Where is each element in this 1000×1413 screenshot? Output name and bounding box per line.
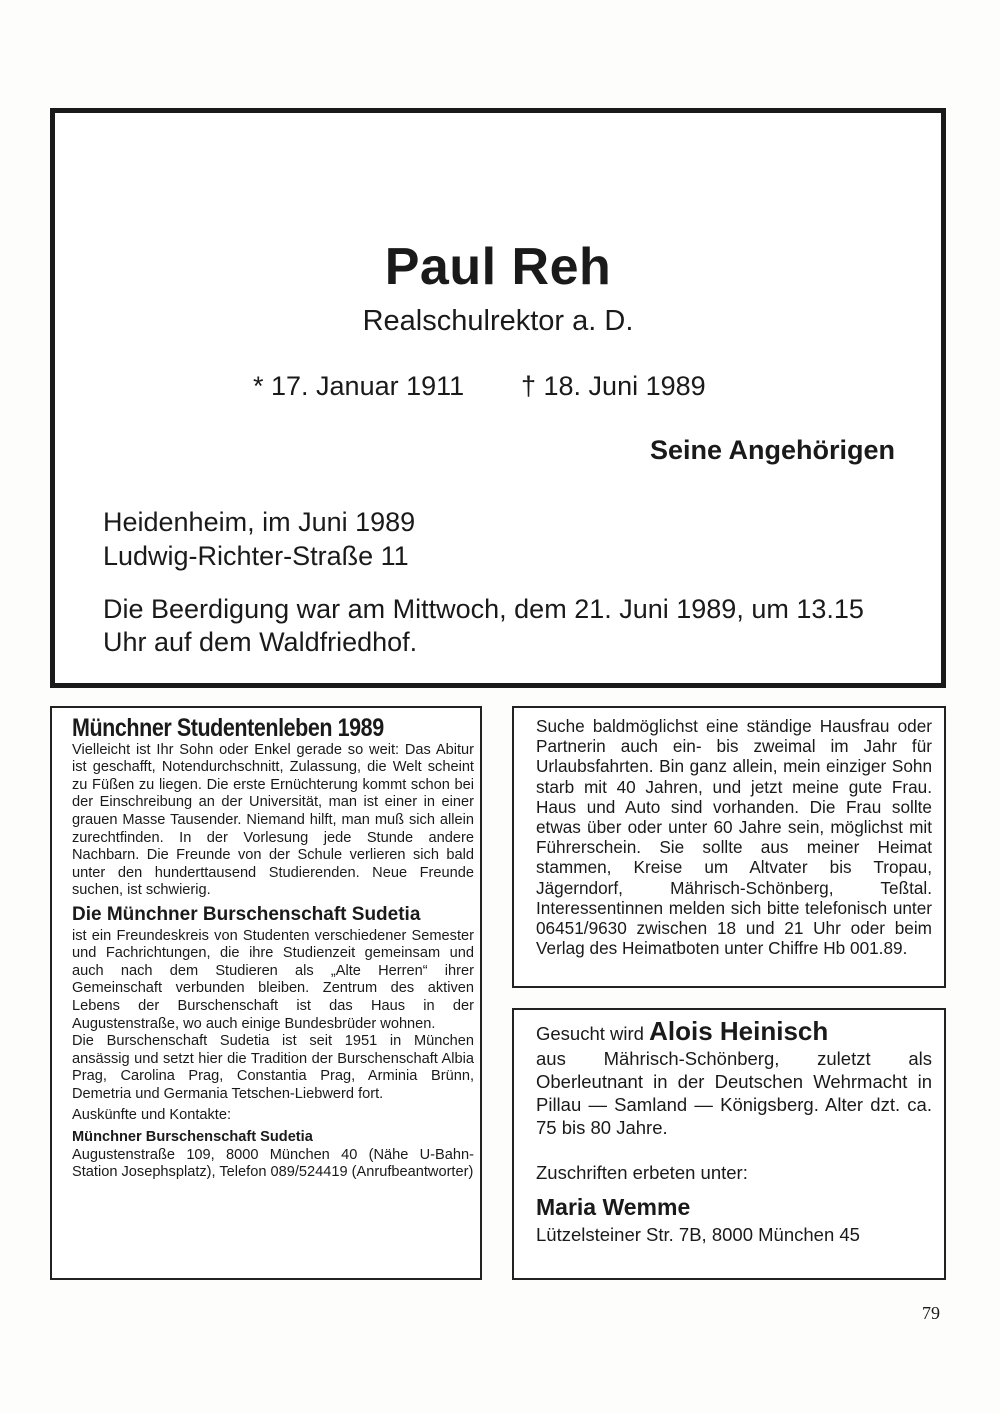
obituary-notice [50, 108, 946, 688]
search-heading [536, 1016, 932, 1046]
deceased-title: Realschulrektor a. D. [362, 305, 634, 337]
address-line: Ludwig-Richter-Straße 11 [103, 541, 409, 571]
reply-contact-address: Lützelsteiner Str. 7B, 8000 München 45 [536, 1224, 860, 1245]
deceased-name: Paul Reh [384, 238, 612, 296]
ad-body-2: Die Burschenschaft Sudetia ist seit 1951 in München ansässig und setzt hier die Tradition der Burschenschaft Albia Prag, Carolina Prag, Constantia Prag, Arminia Brünn, Demetria und Germania Tetschen-Liebwerd fort. [72, 1033, 474, 1102]
student-fraternity-ad [50, 706, 482, 1280]
ad-intro: Vielleicht ist Ihr Sohn oder Enkel gerade so weit: Das Abitur ist geschafft, Notendurchschnitt, Zulassung, die Welt scheint zu Füßen zu liegen. Die erste Ernüchterung kommt schon bei der Einschreibung an der Universität, man ist einer in einer grauen Masse Tausender. Niemand hilft, man muß sich allein zurechtfinden. In der Vorlesung jede Stunde andere Nachbarn. Die Freunde von der Schule verlieren sich bald unter den hunderttausend Studierenden. Neue Freunde suchen, ist schwierig. [72, 741, 474, 899]
place-line: Heidenheim, im Juni 1989 [103, 507, 416, 537]
contact-name: Münchner Burschenschaft Sudetia [72, 1129, 313, 1146]
contact-address: Augustenstraße 109, 8000 München 40 (Nähe U-Bahn-Station Josephsplatz), Telefon 089/524419 (Anrufbeantworter) [72, 1146, 474, 1181]
ad-body-1: ist ein Freundeskreis von Studenten verschiedener Semester und Fachrichtungen, die ihre Studienzeit gemeinsam und auch nach dem Studieren als „Alte Herren“ ihrer Gemeinschaft verbunden bleiben. Zentrum des aktiven Lebens der Burschenschaft ist das Haus in der Augustenstraße, wo auch einige Bundesbrüder wohnen. [72, 927, 474, 1032]
reply-label: Zuschriften erbeten unter: [536, 1162, 748, 1183]
birth-date: * 17. Januar 1911 [253, 371, 465, 401]
personal-ad [512, 706, 946, 988]
missing-person-ad [512, 1008, 946, 1280]
searched-person-name: Alois Heinisch [649, 1016, 829, 1046]
death-date: † 18. Juni 1989 [521, 371, 706, 401]
contact-label: Auskünfte und Kontakte: [72, 1107, 232, 1124]
personal-ad-text: Suche baldmöglichst eine ständige Hausfrau oder Partnerin auch ein- bis zweimal im Jahr für Urlaubsfahrten. Bin ganz allein, mein einziger Sohn starb mit 40 Jahren, und jetzt meine gute Frau. Haus und Auto sind vorhanden. Die Frau sollte etwas über oder unter 60 Jahre sein, möglichst mit Führerschein. Sie sollte aus meiner Heimat stammen, Kreise um Altvater bis Tropau, Jägerndorf, Mährisch-Schönberg, Teßtal. Interessentinnen melden sich bitte telefonisch unter 06451/9630 zwischen 18 und 21 Uhr oder beim Verlag des Heimatboten unter Chiffre Hb 001.89. [536, 716, 932, 959]
place-and-address [103, 505, 415, 573]
funeral-line-2: Uhr auf dem Waldfriedhof. [103, 627, 418, 657]
search-lead: Gesucht wird [536, 1023, 644, 1044]
page-number: 79 [922, 1303, 940, 1323]
search-description: aus Mährisch-Schönberg, zuletzt als Oberleutnant in der Deutschen Wehrmacht in Pillau — Samland — Königsberg. Alter dzt. ca. 75 bis 80 Jahre. [536, 1048, 932, 1138]
family-signature: Seine Angehörigen [649, 435, 895, 465]
ad-subheadline: Die Münchner Burschenschaft Sudetia [72, 903, 421, 925]
funeral-line-1: Die Beerdigung war am Mittwoch, dem 21. Juni 1989, um 13.15 [103, 594, 864, 624]
ad-headline: Münchner Studentenleben 1989 [72, 714, 384, 742]
funeral-info [103, 593, 933, 659]
reply-contact-name: Maria Wemme [536, 1194, 691, 1220]
